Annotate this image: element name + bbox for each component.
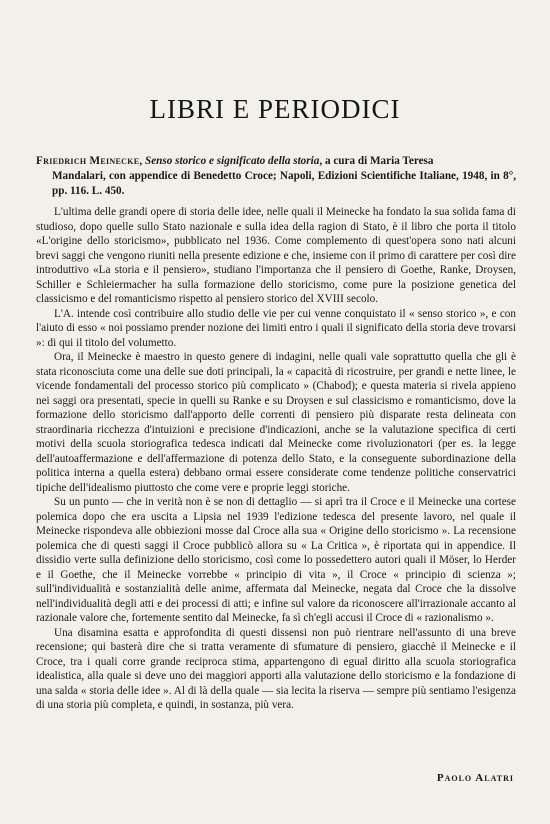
- section-title: LIBRI E PERIODICI: [149, 94, 401, 125]
- review-paragraph: Su un punto — che in verità non è se non di dettaglio — si aprì tra il Croce e il Meinecke una cortese polemica dopo che era uscita a Lipsia nel 1939 l'edizione tedesca del presente lavoro, nel quale il Meinecke rispondeva alle obbiezioni mosse dal Croce alla sua « Origine dello storicismo ». La recensione polemica che di questi saggi il Croce pubblicò allora su « La Critica », è riportata qui in appendice. Il dissidio verte sulla definizione dello storicismo, così come lo possedettero autori quali il Möser, lo Herder e il Goethe, che il Meinecke vorrebbe « principio di vita », il Croce « principio di scienza »; sull'individualità e sostanzialità delle anime, affermata dal Meinecke, negata dal Croce che la dissolve nell'individualità degli atti e dei processi di atti; e infine sul valore da riconoscere all'irrazionale accanto al razionale valore che, fortemente sentito dal Meinecke, fa sì ch'egli accusi il Croce di « razionalismo ».: [36, 496, 516, 624]
- citation-author: Friedrich Meinecke: [36, 155, 140, 167]
- review-paragraph: L'ultima delle grandi opere di storia delle idee, nelle quali il Meinecke ha fondato la sua solida fama di studioso, dopo quelle sullo Stato nazionale e sulla idea della ragion di Stato, è il libro che porta il titolo «L'origine dello storicismo», pubblicato nel 1936. Come complemento di quest'opera sono nati alcuni brevi saggi che vengono riuniti nella presente edizione e che, insieme con il primo di carattere per così dire introduttivo «La storia e il pensiero», studiano l'importanza che il pensiero di Goethe, Ranke, Droysen, Schiller e Schleiermacher ha sulla formazione dello storicismo, come pure la posizione genetica del classicismo e del romanticismo rispetto al pensiero storico del XVIII secolo.: [36, 206, 516, 305]
- review-paragraph: Una disamina esatta e approfondita di questi dissensi non può rientrare nell'assunto di una breve recensione; qui basterà dire che si tratta veramente di sfumature di pensiero, giacchè il Meinecke e il Croce, tra i quali corre grande reciproca stima, appartengono di egual diritto alla scuola storiografica idealistica, alla quale si deve uno dei maggiori apporti alla valutazione dello storicismo e la fondazione di una salda « storia delle idee ». Al di là della quale — sia lecita la riserva — sempre più sentiamo l'esigenza di una storia più completa, e quindi, in sostanza, più vera.: [36, 626, 516, 711]
- review-paragraph: Ora, il Meinecke è maestro in questo genere di indagini, nelle quali vale soprattutto quella che gli è stata riconosciuta come una delle sue doti principali, la « capacità di ricostruire, per grandi e nette linee, le vicende fondamentali del processo storico più complicato » (Chabod); e questa materia si rivela appieno nei saggi ora presentati, specie in quelli su Ranke e su Droysen e sul classicismo e romanticismo, dove la formazione dello storicismo dall'apporto delle correnti di pensiero più disparate resta delineata con straordinaria ricchezza d'intuizioni e precisione d'indicazioni, anche se la valutazione specifica di certi motivi della scuola storiografica tedesca indicati dal Meinecke come rivoluzionatori (per es. la legge dell'autoaffermazione e dell'affermazione di potenza dello Stato, e la conseguente subordinazione della politica interna a quella estera) debbano ormai essere considerate come tendenze politiche conservatrici tipiche dell'idealismo piuttosto che come vere e proprie leggi storiche.: [36, 351, 516, 494]
- bibliographic-citation: Friedrich Meinecke, Senso storico e significato della storia, a cura di Maria Teresa Mandalari, con appendice di Benedetto Croce; Napoli, Edizioni Scientifiche Italiane, 1948, in 8°, pp. 116. L. 450.: [36, 155, 516, 197]
- citation-editor: , a cura di Maria Teresa: [319, 155, 434, 167]
- citation-details: Mandalari, con appendice di Benedetto Croce; Napoli, Edizioni Scientifiche Italiane, 1948, in 8°, pp. 116. L. 450.: [52, 169, 516, 197]
- review-paragraph: L'A. intende così contribuire allo studio delle vie per cui venne conquistato il « senso storico », e con l'aiuto di esso « noi possiamo prender nozione dei limiti entro i quali il significato della storia deve trovarsi »: di qui il titolo del volumetto.: [36, 307, 516, 349]
- reviewer-signature: Paolo Alatri: [436, 772, 514, 784]
- review-body: [36, 205, 516, 713]
- citation-work-title: Senso storico e significato della storia: [144, 155, 320, 167]
